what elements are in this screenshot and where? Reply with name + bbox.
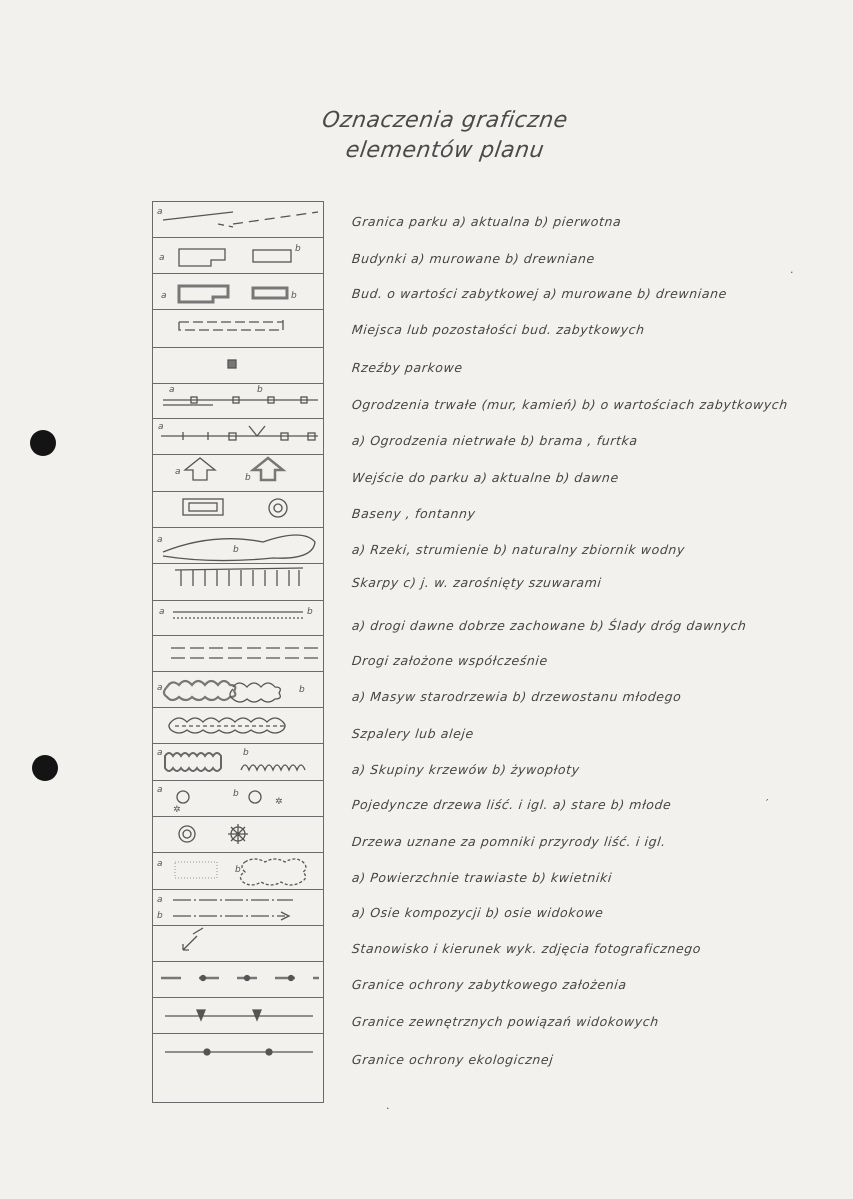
legend-label-22: Granice ochrony zabytkowego założenia xyxy=(351,977,628,992)
legend-label-6: Ogrodzenia trwałe (mur, kamień) b) o wartościach zabytkowych xyxy=(351,397,789,412)
symbol-monument-trees xyxy=(179,824,248,844)
symbol-sculpture xyxy=(228,360,236,368)
symbol-historic-buildings xyxy=(161,286,297,302)
symbol-shrubs-hedges xyxy=(157,748,305,771)
svg-text:b: b xyxy=(245,473,251,483)
legend-label-17: Pojedyncze drzewa liść. i igl. a) stare b) młode xyxy=(351,797,673,812)
legend-label-2: Budynki a) murowane b) drewniane xyxy=(351,251,596,266)
svg-text:a: a xyxy=(157,683,163,693)
symbol-modern-roads xyxy=(171,648,323,658)
stray-mark: · xyxy=(790,266,794,279)
page-title-line1: Oznaczenia graficzne xyxy=(320,108,570,133)
symbol-park-boundary xyxy=(157,207,318,227)
svg-text:a: a xyxy=(161,291,167,301)
svg-text:b: b xyxy=(257,385,263,395)
symbol-pools-fountains xyxy=(183,499,287,517)
svg-text:✲: ✲ xyxy=(275,797,283,807)
legend-label-15: Szpalery lub aleje xyxy=(351,726,475,741)
svg-text:a: a xyxy=(157,535,163,545)
svg-text:b: b xyxy=(157,911,163,921)
punch-hole-top xyxy=(30,430,56,456)
symbol-axes xyxy=(157,895,293,921)
symbol-permanent-fence xyxy=(163,385,318,405)
svg-text:a: a xyxy=(158,422,164,432)
svg-text:b: b xyxy=(299,685,305,695)
legend-label-21: Stanowisko i kierunek wyk. zdjęcia fotograficznego xyxy=(351,941,702,956)
svg-text:b: b xyxy=(243,748,249,758)
page-title-line2: elementów planu xyxy=(344,138,546,163)
punch-hole-bottom xyxy=(32,755,58,781)
symbol-tree-masses xyxy=(157,681,305,702)
svg-text:a: a xyxy=(159,607,165,617)
svg-text:a: a xyxy=(175,467,181,477)
symbol-protection-boundary xyxy=(161,976,319,981)
legend-label-14: a) Masyw starodrzewia b) drzewostanu młodego xyxy=(351,689,683,704)
svg-text:a: a xyxy=(169,385,175,395)
svg-text:b: b xyxy=(291,291,297,301)
svg-text:✲: ✲ xyxy=(173,805,181,815)
legend-label-11: Skarpy c) j. w. zarośnięty szuwarami xyxy=(351,575,603,590)
svg-text:b: b xyxy=(233,545,239,555)
svg-text:b: b xyxy=(307,607,313,617)
legend-label-23: Granice zewnętrznych powiązań widokowych xyxy=(351,1014,660,1029)
symbol-lawns-flowerbeds xyxy=(157,859,306,885)
symbol-ecological-boundary xyxy=(165,1049,313,1055)
symbol-view-links xyxy=(165,1010,313,1020)
svg-text:a: a xyxy=(157,785,163,795)
legend-label-12: a) drogi dawne dobrze zachowane b) Ślady dróg dawnych xyxy=(351,618,748,633)
symbol-escarpments xyxy=(175,568,303,586)
legend-label-7: a) Ogrodzenia nietrwałe b) brama , furtka xyxy=(351,433,639,448)
legend-label-16: a) Skupiny krzewów b) żywopłoty xyxy=(351,762,581,777)
svg-text:a: a xyxy=(157,859,163,869)
legend-label-9: Baseny , fontanny xyxy=(351,506,477,521)
legend-label-20: a) Osie kompozycji b) osie widokowe xyxy=(351,905,605,920)
symbol-photo-station xyxy=(183,928,203,950)
svg-text:b: b xyxy=(295,244,301,254)
stray-mark: ′ xyxy=(766,797,769,810)
legend-label-5: Rzeźby parkowe xyxy=(351,360,464,375)
legend-label-8: Wejście do parku a) aktualne b) dawne xyxy=(351,470,620,485)
svg-text:b: b xyxy=(235,865,241,875)
symbol-building-remains xyxy=(179,320,283,330)
legend-label-4: Miejsca lub pozostałości bud. zabytkowych xyxy=(351,322,646,337)
symbol-old-roads xyxy=(159,607,313,618)
legend-label-13: Drogi założone współcześnie xyxy=(351,653,549,668)
legend-symbol-table xyxy=(152,201,324,1103)
legend-label-10: a) Rzeki, strumienie b) naturalny zbiornik wodny xyxy=(351,542,686,557)
legend-label-24: Granice ochrony ekologicznej xyxy=(351,1052,555,1067)
svg-text:a: a xyxy=(157,207,163,217)
symbol-single-trees xyxy=(157,785,283,815)
legend-symbols xyxy=(153,202,323,1102)
svg-text:b: b xyxy=(233,789,239,799)
symbol-rivers-pond xyxy=(157,535,315,561)
stray-mark: · xyxy=(386,1102,390,1115)
svg-text:a: a xyxy=(157,895,163,905)
symbol-tree-alleys xyxy=(169,718,285,733)
svg-text:a: a xyxy=(157,748,163,758)
symbol-buildings xyxy=(159,244,301,266)
legend-label-1: Granica parku a) aktualna b) pierwotna xyxy=(351,214,623,229)
symbol-temporary-fence xyxy=(158,422,318,440)
legend-label-18: Drzewa uznane za pomniki przyrody liść. i igl. xyxy=(351,834,667,849)
symbol-park-entrance xyxy=(175,458,283,483)
legend-label-3: Bud. o wartości zabytkowej a) murowane b) drewniane xyxy=(351,286,728,301)
legend-label-19: a) Powierzchnie trawiaste b) kwietniki xyxy=(351,870,613,885)
svg-text:a: a xyxy=(159,253,165,263)
